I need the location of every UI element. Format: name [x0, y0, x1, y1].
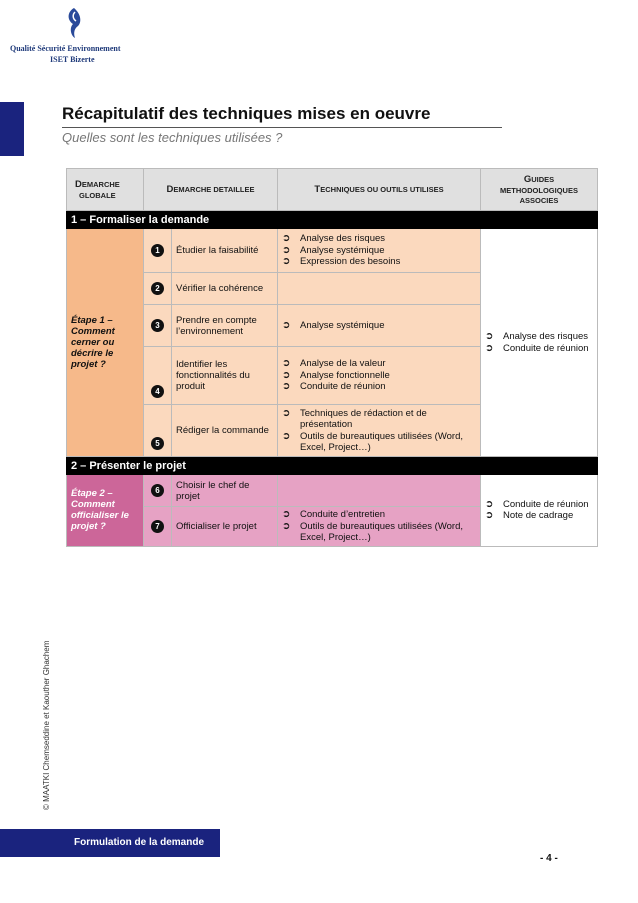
logo — [8, 6, 138, 68]
list-item: ➲ Conduite de réunion — [485, 342, 589, 354]
list-item: ➲ Expression des besoins — [282, 256, 401, 268]
arrow-bullet-icon: ➲ — [485, 498, 494, 510]
step-number: 2 — [144, 273, 172, 305]
section-row — [67, 457, 598, 475]
step-label: Rédiger la commande — [172, 405, 278, 457]
list-item: ➲ Outils de bureautiques utilisées (Word, Excel, Project…) — [282, 430, 463, 453]
footer-section-label: Formulation de la demande — [74, 837, 205, 848]
list-item: ➲ Analyse des risques — [485, 331, 589, 342]
arrow-bullet-icon: ➲ — [282, 256, 291, 268]
arrow-bullet-icon: ➲ — [282, 381, 291, 393]
page-title: Récapitulatif des techniques mises en oeuvre — [62, 104, 431, 123]
techniques-cell — [278, 229, 481, 273]
copyright-vertical: © MAATKI Chemseddine et Kaouther Ghachem — [42, 640, 51, 810]
arrow-bullet-icon: ➲ — [282, 509, 291, 520]
side-accent-block — [0, 102, 24, 156]
arrow-bullet-icon: ➲ — [282, 430, 291, 442]
arrow-bullet-icon: ➲ — [485, 331, 494, 342]
step-number: 3 — [144, 305, 172, 347]
list-item: ➲ Outils de bureautiques utilisées (Word, Excel, Project…) — [282, 520, 463, 543]
section-title: 2 – Présenter le projet — [67, 457, 598, 475]
arrow-bullet-icon: ➲ — [282, 358, 291, 370]
arrow-bullet-icon: ➲ — [282, 369, 291, 381]
guides-cell — [481, 229, 598, 457]
arrow-bullet-icon: ➲ — [282, 244, 291, 256]
step-label: Choisir le chef de projet — [172, 475, 278, 507]
step-label: Officialiser le projet — [172, 507, 278, 547]
techniques-cell — [278, 305, 481, 347]
page-number: - 4 - — [540, 853, 558, 864]
arrow-bullet-icon: ➲ — [282, 233, 291, 245]
org-subname: ISET Bizerte — [50, 55, 95, 64]
etape-1-label: Étape 1 – Comment cerner ou décrire le projet ? — [67, 229, 144, 457]
techniques-cell — [278, 405, 481, 457]
qse-logo-icon — [63, 6, 85, 40]
section-title: 1 – Formaliser la demande — [67, 211, 598, 229]
list-item: ➲ Conduite d’entretien — [282, 509, 386, 520]
step-label: Étudier la faisabilité — [172, 229, 278, 273]
header-guides: GUIDES METHODOLOGIQUES ASSOCIES — [481, 169, 598, 211]
techniques-cell — [278, 507, 481, 547]
arrow-bullet-icon: ➲ — [282, 319, 291, 331]
step-number: 7 — [144, 507, 172, 547]
step-label: Prendre en compte l’environnement — [172, 305, 278, 347]
arrow-bullet-icon: ➲ — [282, 520, 291, 532]
step-number: 4 — [144, 347, 172, 405]
list-item: ➲ Analyse systémique — [282, 244, 385, 256]
table-row — [67, 229, 598, 273]
org-name: Qualité Sécurité Environnement — [10, 44, 121, 53]
arrow-bullet-icon: ➲ — [485, 510, 494, 522]
header-techniques: TECHNIQUES OU OUTILS UTILISES — [278, 169, 481, 211]
section-row — [67, 211, 598, 229]
step-label: Identifier les fonctionnalités du produit — [172, 347, 278, 405]
techniques-table — [66, 168, 598, 547]
header-demarche-globale: DEMARCHE GLOBALE — [67, 169, 144, 211]
list-item: ➲ Analyse des risques — [282, 233, 386, 245]
page-subtitle: Quelles sont les techniques utilisées ? — [62, 130, 283, 145]
list-item: ➲ Analyse de la valeur — [282, 358, 386, 370]
etape-2-label: Étape 2 – Comment officialiser le projet ? — [67, 475, 144, 547]
list-item: ➲ Techniques de rédaction et de présentation — [282, 407, 427, 430]
step-number: 6 — [144, 475, 172, 507]
list-item: ➲ Note de cadrage — [485, 510, 574, 522]
list-item: ➲ Conduite de réunion — [282, 381, 386, 393]
title-divider — [62, 127, 502, 128]
techniques-cell — [278, 273, 481, 305]
table-header-row — [67, 169, 598, 211]
step-label: Vérifier la cohérence — [172, 273, 278, 305]
table-row — [67, 475, 598, 507]
header-demarche-detaillee: DEMARCHE DETAILLEE — [144, 169, 278, 211]
techniques-cell — [278, 347, 481, 405]
list-item: ➲ Analyse systémique — [282, 319, 385, 331]
guides-cell — [481, 475, 598, 547]
list-item: ➲ Analyse fonctionnelle — [282, 369, 390, 381]
step-number: 1 — [144, 229, 172, 273]
techniques-cell — [278, 475, 481, 507]
list-item: ➲ Conduite de réunion — [485, 498, 589, 510]
arrow-bullet-icon: ➲ — [282, 407, 291, 419]
footer-section-bar — [0, 829, 220, 857]
step-number: 5 — [144, 405, 172, 457]
arrow-bullet-icon: ➲ — [485, 342, 494, 354]
